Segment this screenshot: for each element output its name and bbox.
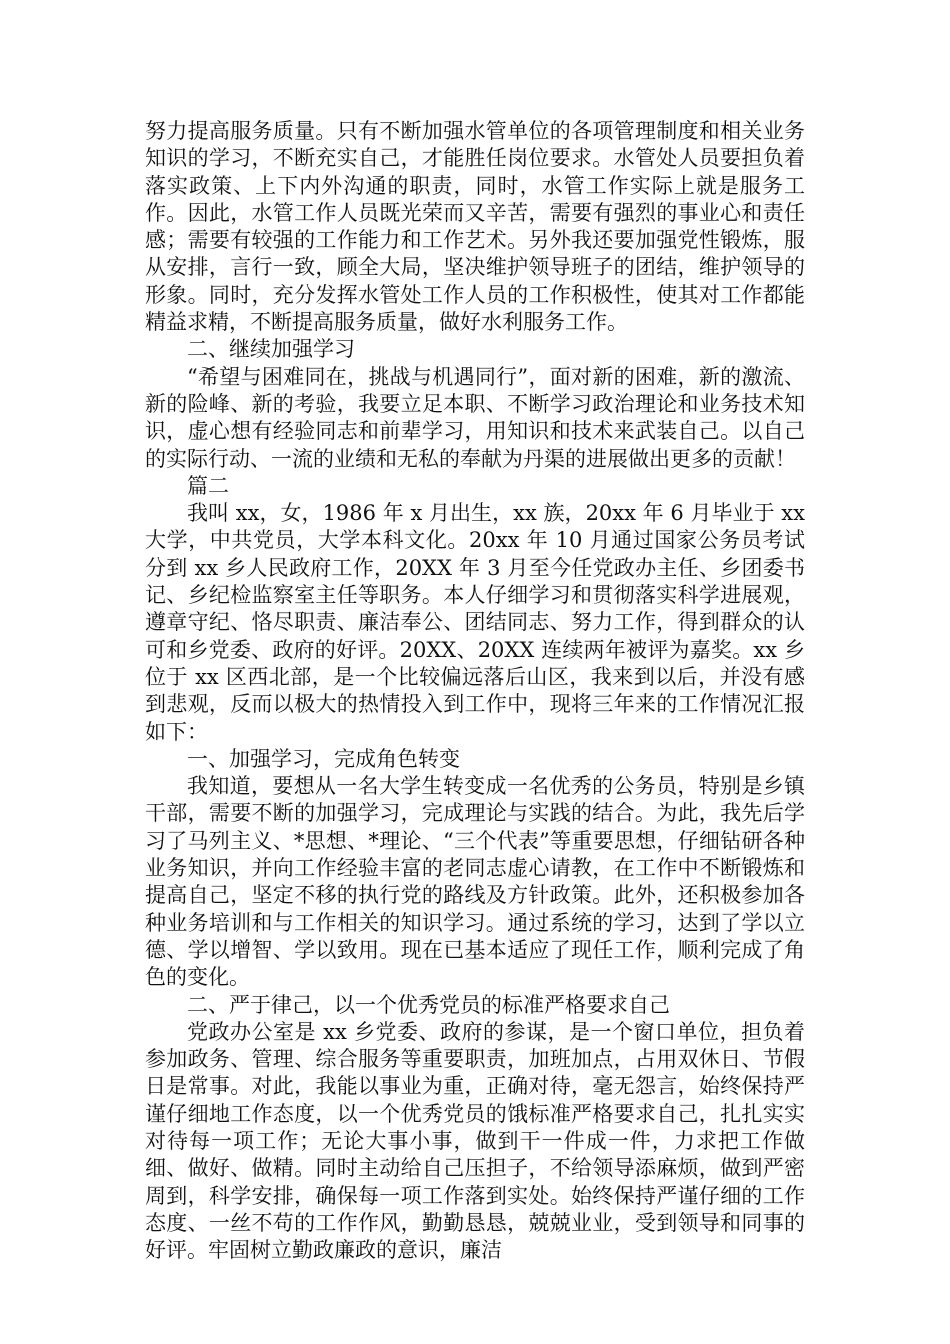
paragraph-role-change: 我知道，要想从一名大学生转变成一名优秀的公务员，特别是乡镇干部，需要不断的加强学习，完成理论与实践的结合。为此，我先后学习了马列主义、*思想、*理论、“三个代表”等重要思想，仔细钻研各种业务知识，并向工作经验丰富的老同志虚心请教，在工作中不断锻炼和提高自己，坚定不移的执行党的路线及方针政策。此外，还积极参加各种业务培训和与工作相关的知识学习。通过系统的学习，达到了学以立德、学以增智、学以致用。现在已基本适应了现任工作，顺利完成了角色的变化。 (145, 774, 805, 990)
document-body (145, 118, 805, 1264)
heading-self-discipline: 二、严于律己，以一个优秀党员的标准严格要求自己 (187, 992, 670, 1017)
heading-part-two: 篇二 (187, 473, 229, 498)
paragraph-hope-and-difficulty: “希望与困难同在，挑战与机遇同行”，面对新的困难，新的激流、新的险峰、新的考验，我要立足本职、不断学习政治理论和业务技术知识，虚心想有经验同志和前辈学习，用知识和技术来武装自己。以自己的实际行动、一流的业绩和无私的奉献为丹渠的进展做出更多的贡献！ (145, 364, 805, 471)
heading-continue-learning: 二、继续加强学习 (187, 337, 355, 362)
paragraph-service-quality: 努力提高服务质量。只有不断加强水管单位的各项管理制度和相关业务知识的学习，不断充实自己，才能胜任岗位要求。水管处人员要担负着落实政策、上下内外沟通的职责，同时，水管工作实际上就是服务工作。因此，水管工作人员既光荣而又辛苦，需要有强烈的事业心和责任感；需要有较强的工作能力和工作艺术。另外我还要加强党性锻炼，服从安排，言行一致，顾全大局，坚决维护领导班子的团结，维护领导的形象。同时，充分发挥水管处工作人员的工作积极性，使其对工作都能精益求精，不断提高服务质量，做好水利服务工作。 (145, 119, 805, 335)
paragraph-self-introduction: 我叫 xx，女，1986 年 x 月出生，xx 族，20xx 年 6 月毕业于 xx 大学，中共党员，大学本科文化。20xx 年 10 月通过国家公务员考试分到 xx 乡人民政府工作，20XX 年 3 月至今任党政办主任、乡团委书记、乡纪检监察室主任等职务。本人仔细学习和贯彻落实科学进展观，遵章守纪、恪尽职责、廉洁奉公、团结同志、努力工作，得到群众的认可和乡党委、政府的好评。20XX、20XX 连续两年被评为嘉奖。xx 乡位于 xx 区西北部，是一个比较偏远落后山区，我来到以后，并没有感到悲观，反而以极大的热情投入到工作中，现将三年来的工作情况汇报如下： (145, 501, 805, 744)
paragraph-office-work: 党政办公室是 xx 乡党委、政府的参谋，是一个窗口单位，担负着参加政务、管理、综合服务等重要职责，加班加点，占用双休日、节假日是常事。对此，我能以事业为重，正确对待，毫无怨言，始终保持严谨仔细地工作态度，以一个优秀党员的饿标准严格要求自己，扎扎实实对待每一项工作；无论大事小事，做到干一件成一件，力求把工作做细、做好、做精。同时主动给自己压担子，不给领导添麻烦，做到严密周到，科学安排，确保每一项工作落到实处。始终保持严谨仔细的工作态度、一丝不苟的工作作风，勤勤恳恳，兢兢业业，受到领导和同事的好评。牢固树立勤政廉政的意识，廉洁 (145, 1019, 805, 1263)
heading-strengthen-learning: 一、加强学习，完成角色转变 (187, 746, 460, 771)
